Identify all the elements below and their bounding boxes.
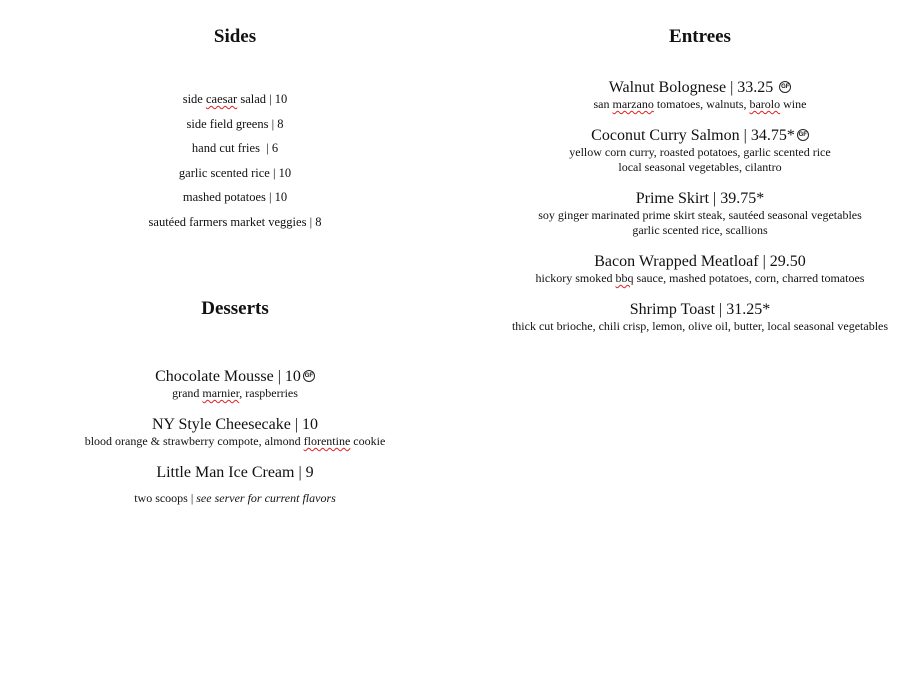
side-item-rice: garlic scented rice | 10 <box>178 165 292 180</box>
entree-item <box>485 79 915 112</box>
entree-description: thick cut brioche, chili crisp, lemon, olive oil, butter, local seasonal vegetables <box>511 319 889 333</box>
desserts-title: Desserts <box>201 298 269 319</box>
entree-description: yellow corn curry, roasted potatoes, garlic scented rice <box>569 145 831 159</box>
entree-description: san marzano tomatoes, walnuts, barolo wine <box>593 97 807 111</box>
entree-name: Prime Skirt | 39.75* <box>635 190 765 207</box>
dessert-item <box>35 368 435 401</box>
entree-description: garlic scented rice, scallions <box>632 223 768 237</box>
dessert-name: Little Man Ice Cream | 9 <box>156 464 314 481</box>
dessert-name: Chocolate Mousse | 10 GF <box>155 368 314 385</box>
entree-name: Shrimp Toast | 31.25* <box>629 301 771 318</box>
entree-item <box>485 301 915 334</box>
entree-name: Bacon Wrapped Meatloaf | 29.50 <box>594 253 806 270</box>
entree-item <box>485 253 915 286</box>
side-item-mashed: mashed potatoes | 10 <box>182 190 288 204</box>
entrees-title: Entrees <box>669 26 731 47</box>
entrees-section <box>485 26 915 334</box>
side-item-fries: hand cut fries | 6 <box>191 141 279 155</box>
gluten-free-icon: GF <box>797 129 809 141</box>
dessert-description: grand marnier, raspberries <box>172 386 298 400</box>
entree-name: Coconut Curry Salmon | 34.75* GF <box>591 127 807 144</box>
gluten-free-icon: GF <box>779 81 791 93</box>
dessert-name: NY Style Cheesecake | 10 <box>151 416 319 433</box>
entree-item <box>485 127 915 175</box>
sides-list <box>135 87 335 234</box>
dessert-description: blood orange & strawberry compote, almond florentine cookie <box>84 434 386 448</box>
entree-name: Walnut Bolognese | 33.25 GF <box>608 79 790 96</box>
gluten-free-icon: GF <box>303 370 315 382</box>
desserts-section <box>35 298 435 506</box>
dessert-item <box>35 464 435 506</box>
entree-description: local seasonal vegetables, cilantro <box>618 160 782 174</box>
side-item-veggies: sautéed farmers market veggies | 8 <box>148 214 322 229</box>
side-item-caesar: side caesar salad | 10 <box>182 92 288 106</box>
entree-description: hickory smoked bbq sauce, mashed potatoes, corn, charred tomatoes <box>535 271 865 285</box>
dessert-item <box>35 416 435 449</box>
side-item-field-greens: side field greens | 8 <box>186 116 284 131</box>
entree-description: soy ginger marinated prime skirt steak, sautéed seasonal vegetables <box>538 208 862 222</box>
sides-title: Sides <box>213 26 257 47</box>
dessert-description: two scoops | see server for current flavors <box>134 491 336 505</box>
sides-section <box>135 26 335 234</box>
entree-item <box>485 190 915 238</box>
